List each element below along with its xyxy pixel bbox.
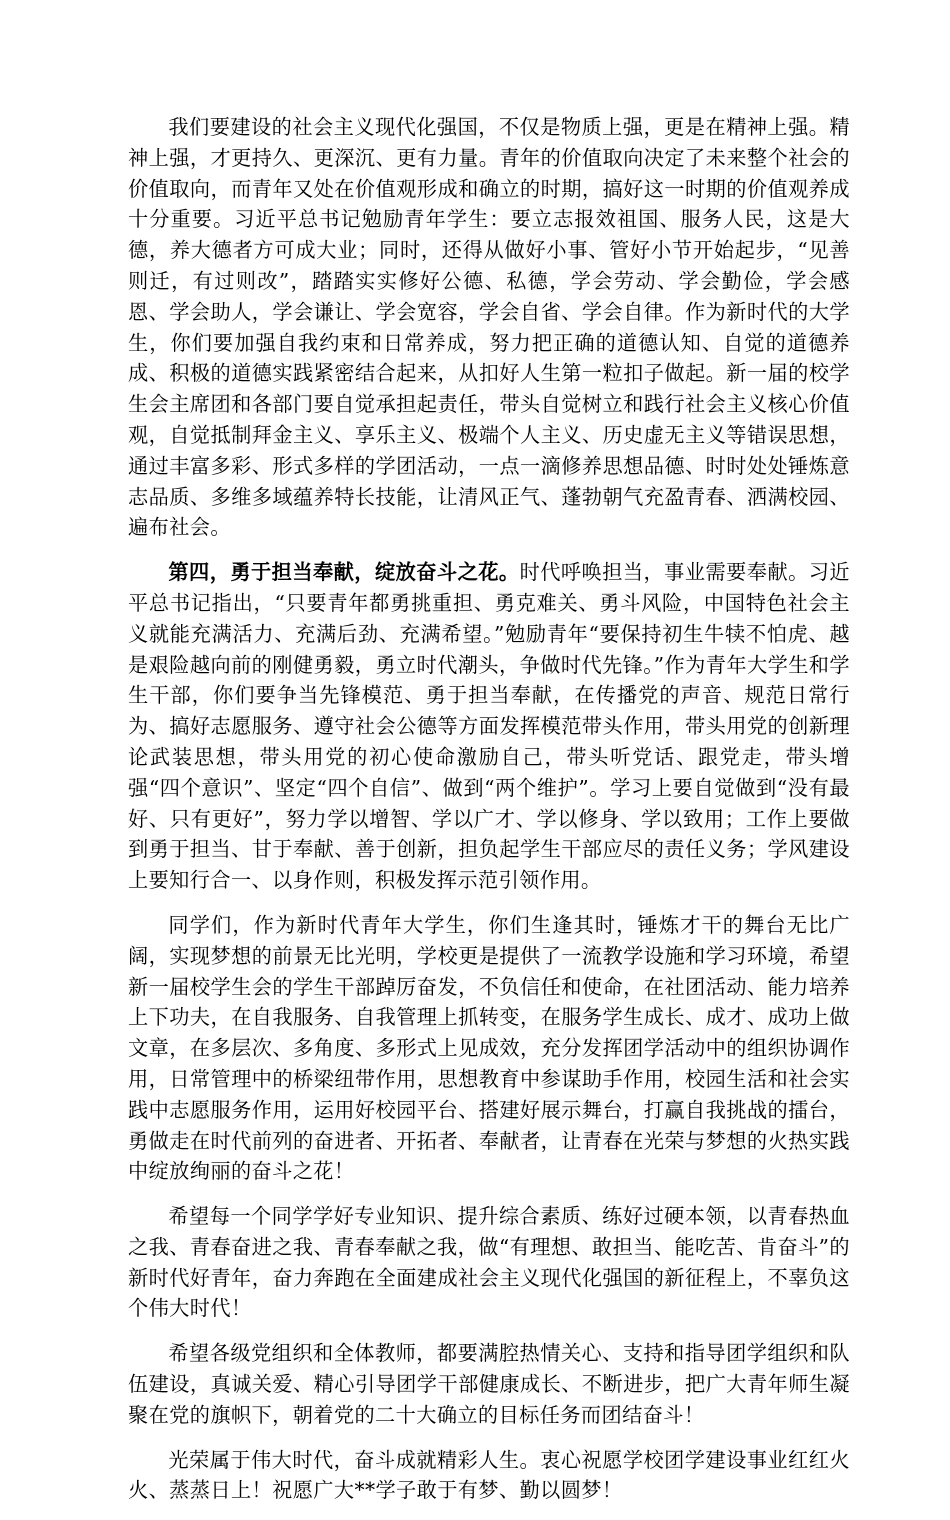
- paragraph-body: 光荣属于伟大时代，奋斗成就精彩人生。衷心祝愿学校团学建设事业红红火火、蒸蒸日上！祝愿广大**学子敢于有梦、勤以圆梦！: [128, 1447, 850, 1503]
- paragraph-body: 我们要建设的社会主义现代化强国，不仅是物质上强，更是在精神上强。精神上强，才更持久、更深沉、更有力量。青年的价值取向决定了未来整个社会的价值取向，而青年又处在价值观形成和确立的时期，搞好这一时期的价值观养成十分重要。习近平总书记勉励青年学生：要立志报效祖国、服务人民，这是大德，养大德者方可成大业；同时，还得从做好小事、管好小节开始起步，“见善则迁，有过则改”，踏踏实实修好公德、私德，学会劳动、学会勤俭，学会感恩、学会助人，学会谦让、学会宽容，学会自省、学会自律。作为新时代的大学生，你们要加强自我约束和日常养成，努力把正确的道德认知、自觉的道德养成、积极的道德实践紧密结合起来，从扣好人生第一粒扣子做起。新一届的校学生会主席团和各部门要自觉承担起责任，带头自觉树立和践行社会主义核心价值观，自觉抵制拜金主义、享乐主义、极端个人主义、历史虚无主义等错误思想，通过丰富多彩、形式多样的学团活动，一点一滴修养思想品德、时时处处锤炼意志品质、多维多域蕴养特长技能，让清风正气、蓬勃朝气充盈青春、洒满校园、遍布社会。: [128, 115, 850, 540]
- paragraph-body: 希望每一个同学学好专业知识、提升综合素质、练好过硬本领，以青春热血之我、青春奋进之我、青春奉献之我，做“有理想、敢担当、能吃苦、肯奋斗”的新时代好青年，奋力奔跑在全面建成社会主义现代化强国的新征程上，不辜负这个伟大时代！: [128, 1204, 850, 1321]
- paragraph-closing: [128, 1445, 850, 1507]
- paragraph-heading: 第四，勇于担当奉献，绽放奋斗之花。: [168, 560, 520, 585]
- paragraph-body: 时代呼唤担当，事业需要奉献。习近平总书记指出，“只要青年都勇挑重担、勇克难关、勇斗风险，中国特色社会主义就能充满活力、充满后劲、充满希望。”勉励青年“要保持初生牛犊不怕虎、越是艰险越向前的刚健勇毅，勇立时代潮头，争做时代先锋。”作为青年大学生和学生干部，你们要争当先锋模范、勇于担当奉献，在传播党的声音、规范日常行为、搞好志愿服务、遵守社会公德等方面发挥模范带头作用，带头用党的创新理论武装思想，带头用党的初心使命激励自己，带头听党话、跟党走，带头增强“四个意识”、坚定“四个自信”、做到“两个维护”。学习上要自觉做到“没有最好、只有更好”，努力学以增智、学以广才、学以修身、学以致用；工作上要做到勇于担当、甘于奉献、善于创新，担负起学生干部应尽的责任义务；学风建设上要知行合一、以身作则，积极发挥示范引领作用。: [128, 560, 850, 893]
- document-page: [128, 112, 850, 1520]
- paragraph-hope-teachers: [128, 1338, 850, 1430]
- paragraph-hope-students: [128, 1201, 850, 1324]
- paragraph-body: 希望各级党组织和全体教师，都要满腔热情关心、支持和指导团学组织和队伍建设，真诚关爱、精心引导团学干部健康成长、不断进步，把广大青年师生凝聚在党的旗帜下，朝着党的二十大确立的目标任务而团结奋斗！: [128, 1341, 850, 1427]
- paragraph-fourth-point: [128, 557, 850, 896]
- paragraph-students: [128, 910, 850, 1187]
- paragraph-values: [128, 112, 850, 543]
- paragraph-body: 同学们，作为新时代青年大学生，你们生逢其时，锤炼才干的舞台无比广阔，实现梦想的前景无比光明，学校更是提供了一流教学设施和学习环境，希望新一届校学生会的学生干部踔厉奋发，不负信任和使命，在社团活动、能力培养上下功夫，在自我服务、自我管理上抓转变，在服务学生成长、成才、成功上做文章，在多层次、多角度、多形式上见成效，充分发挥团学活动中的组织协调作用，日常管理中的桥梁纽带作用，思想教育中参谋助手作用，校园生活和社会实践中志愿服务作用，运用好校园平台、搭建好展示舞台，打赢自我挑战的擂台，勇做走在时代前列的奋进者、开拓者、奉献者，让青春在光荣与梦想的火热实践中绽放绚丽的奋斗之花！: [128, 912, 850, 1184]
